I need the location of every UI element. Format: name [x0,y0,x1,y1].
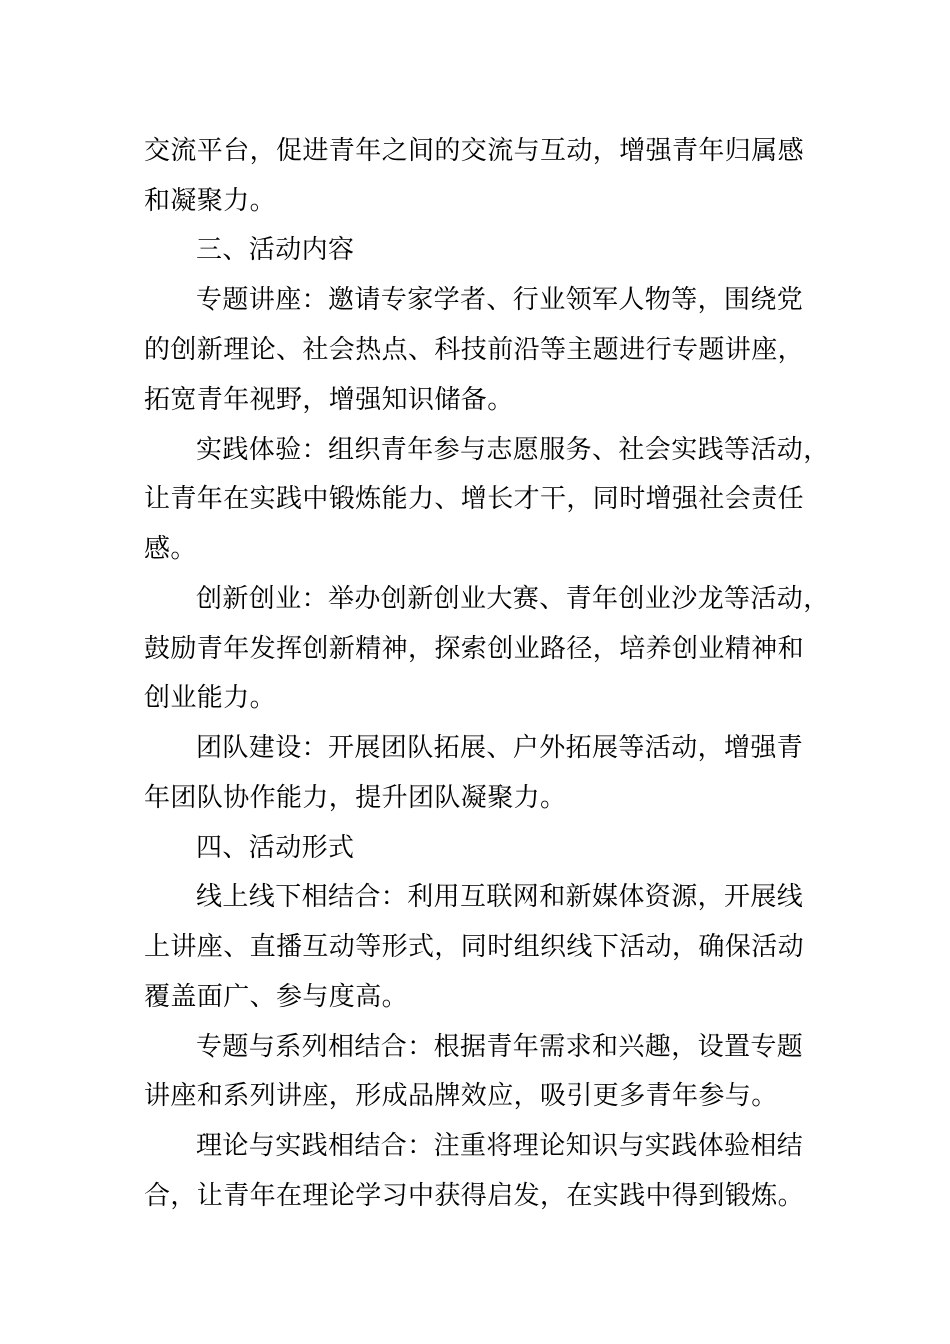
section-heading: 三、活动内容 [196,235,355,265]
text-line: 的创新理论、社会热点、科技前沿等主题进行专题讲座， [144,335,805,365]
text-line: 鼓励青年发挥创新精神，探索创业路径，培养创业精神和 [144,634,805,664]
text-line: 线上线下相结合：利用互联网和新媒体资源，开展线 [196,882,804,912]
text-line: 拓宽青年视野，增强知识储备。 [144,385,514,415]
text-line: 和凝聚力。 [144,186,277,216]
section-heading: 四、活动形式 [196,833,355,863]
text-line: 团队建设：开展团队拓展、户外拓展等活动，增强青 [196,733,804,763]
text-line: 合，让青年在理论学习中获得启发，在实践中得到锻炼。 [144,1181,805,1211]
text-line: 专题讲座：邀请专家学者、行业领军人物等，围绕党 [196,285,804,315]
text-line: 交流平台，促进青年之间的交流与互动，增强青年归属感 [144,136,805,166]
text-line: 理论与实践相结合：注重将理论知识与实践体验相结 [196,1131,804,1161]
text-line: 创业能力。 [144,683,277,713]
text-line: 讲座和系列讲座，形成品牌效应，吸引更多青年参与。 [144,1081,778,1111]
text-line: 上讲座、直播互动等形式，同时组织线下活动，确保活动 [144,932,805,962]
text-line: 覆盖面广、参与度高。 [144,982,409,1012]
text-line: 创新创业：举办创新创业大赛、青年创业沙龙等活动， [196,584,830,614]
text-line: 感。 [144,534,197,564]
text-line: 实践体验：组织青年参与志愿服务、社会实践等活动， [196,435,830,465]
text-line: 专题与系列相结合：根据青年需求和兴趣，设置专题 [196,1032,804,1062]
text-line: 让青年在实践中锻炼能力、增长才干，同时增强社会责任 [144,484,805,514]
text-line: 年团队协作能力，提升团队凝聚力。 [144,783,567,813]
